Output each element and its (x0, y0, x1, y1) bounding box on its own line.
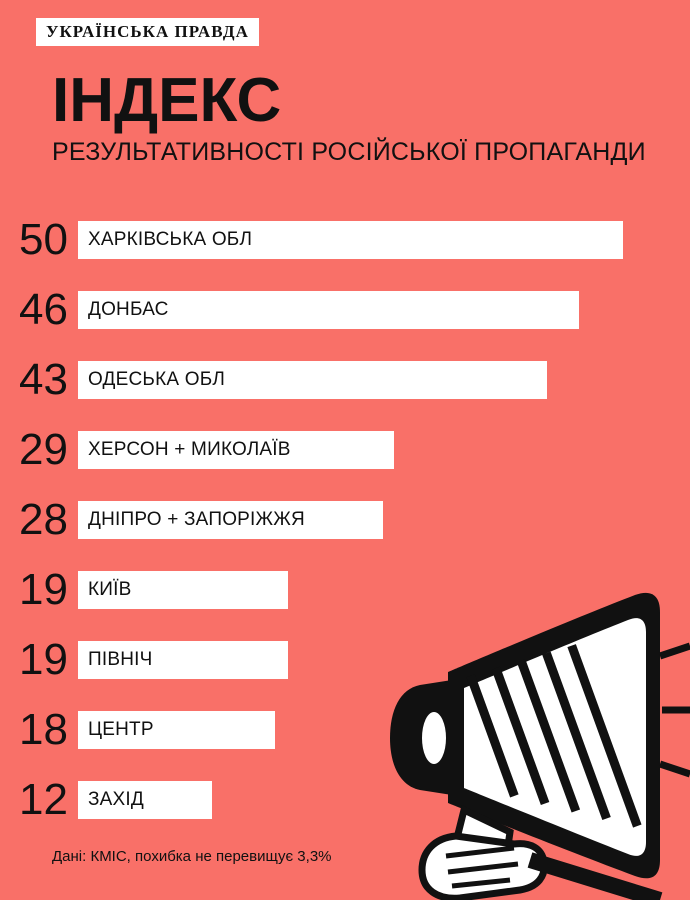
bar-label: ДОНБАС (88, 299, 169, 320)
chart-row (0, 625, 690, 695)
bar-label: ПІВНІЧ (88, 649, 153, 670)
bar-label: ЦЕНТР (88, 719, 154, 740)
bar-label: ДНІПРО + ЗАПОРІЖЖЯ (88, 509, 305, 530)
bar-label: КИЇВ (88, 579, 132, 600)
bar-label: ХАРКІВСЬКА ОБЛ (88, 229, 253, 250)
page-title (52, 66, 672, 166)
bar-chart (0, 205, 690, 835)
bar (78, 221, 623, 259)
bar (78, 501, 383, 539)
chart-row (0, 275, 690, 345)
chart-row (0, 205, 690, 275)
brand-logo (36, 18, 259, 46)
chart-row (0, 695, 690, 765)
bar-value: 50 (19, 215, 68, 264)
chart-title: ІНДЕКС (52, 66, 282, 135)
bar-label: ОДЕСЬКА ОБЛ (88, 369, 226, 390)
brand-logo-text: УКРАЇНСЬКА ПРАВДА (46, 22, 249, 41)
bar-value: 43 (19, 355, 68, 404)
bar-label: ЗАХІД (88, 789, 144, 810)
bar (78, 711, 275, 749)
bar-value: 19 (19, 635, 68, 684)
chart-row (0, 345, 690, 415)
chart-row (0, 765, 690, 835)
bar (78, 781, 212, 819)
bar-value: 46 (19, 285, 68, 334)
chart-row (0, 415, 690, 485)
bar (78, 641, 288, 679)
bar-value: 28 (19, 495, 68, 544)
bar-value: 29 (19, 425, 68, 474)
bar-label: ХЕРСОН + МИКОЛАЇВ (88, 439, 291, 460)
bar (78, 571, 288, 609)
bar (78, 431, 394, 469)
chart-subtitle: РЕЗУЛЬТАТИВНОСТІ РОСІЙСЬКОЇ ПРОПАГАНДИ (52, 137, 646, 166)
bar-value: 18 (19, 705, 68, 754)
bar-value: 12 (19, 775, 68, 824)
chart-row (0, 485, 690, 555)
bar (78, 361, 547, 399)
bar (78, 291, 579, 329)
source-note: Дані: КМІС, похибка не перевищує 3,3% (52, 848, 332, 865)
bar-value: 19 (19, 565, 68, 614)
chart-row (0, 555, 690, 625)
